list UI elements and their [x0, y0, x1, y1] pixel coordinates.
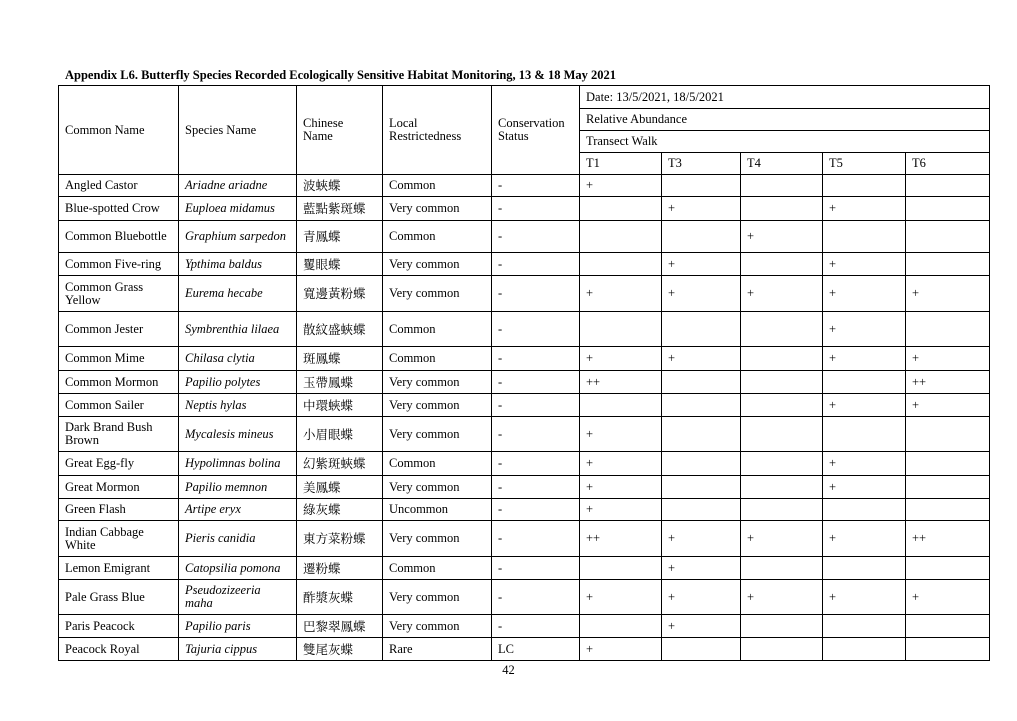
- cell-local-restrictedness: Common: [383, 557, 492, 580]
- cell-conservation-status: -: [492, 557, 580, 580]
- cell-t5: +: [823, 253, 906, 276]
- cell-local-restrictedness: Very common: [383, 476, 492, 499]
- header-transect: T4: [741, 153, 823, 175]
- header-chinese-name: Chinese Name: [297, 86, 383, 175]
- cell-t4: +: [741, 580, 823, 615]
- cell-local-restrictedness: Very common: [383, 276, 492, 312]
- cell-t3: [662, 175, 741, 197]
- header-transect-walk: Transect Walk: [580, 131, 990, 153]
- cell-chinese-name: 東方菜粉蝶: [297, 521, 383, 557]
- table-body: [59, 175, 990, 661]
- cell-t5: [823, 417, 906, 452]
- cell-t3: [662, 499, 741, 521]
- cell-common-name: Common Mime: [59, 347, 179, 371]
- table-row: [59, 175, 990, 197]
- cell-local-restrictedness: Very common: [383, 521, 492, 557]
- cell-species-name: Mycalesis mineus: [179, 417, 297, 452]
- cell-species-name: Papilio memnon: [179, 476, 297, 499]
- cell-chinese-name: 寬邊黃粉蝶: [297, 276, 383, 312]
- cell-conservation-status: -: [492, 394, 580, 417]
- table-row: [59, 312, 990, 347]
- cell-t5: [823, 175, 906, 197]
- cell-local-restrictedness: Very common: [383, 253, 492, 276]
- cell-t6: [906, 557, 990, 580]
- cell-t3: +: [662, 276, 741, 312]
- cell-species-name: Symbrenthia lilaea: [179, 312, 297, 347]
- header-species-name: Species Name: [179, 86, 297, 175]
- table-row: [59, 276, 990, 312]
- cell-t1: +: [580, 276, 662, 312]
- cell-t1: +: [580, 499, 662, 521]
- cell-t3: [662, 638, 741, 661]
- cell-conservation-status: -: [492, 615, 580, 638]
- cell-t5: +: [823, 276, 906, 312]
- butterfly-species-table: [58, 85, 990, 661]
- cell-conservation-status: -: [492, 371, 580, 394]
- table-row: [59, 253, 990, 276]
- cell-chinese-name: 中環蛺蝶: [297, 394, 383, 417]
- header-conservation-status: Conservation Status: [492, 86, 580, 175]
- cell-t3: [662, 476, 741, 499]
- cell-chinese-name: 玉帶鳳蝶: [297, 371, 383, 394]
- cell-t3: +: [662, 580, 741, 615]
- cell-chinese-name: 遷粉蝶: [297, 557, 383, 580]
- cell-common-name: Common Mormon: [59, 371, 179, 394]
- table-row: [59, 221, 990, 253]
- cell-chinese-name: 藍點紫斑蝶: [297, 197, 383, 221]
- cell-species-name: Catopsilia pomona: [179, 557, 297, 580]
- cell-t4: [741, 394, 823, 417]
- header-relative-abundance: Relative Abundance: [580, 109, 990, 131]
- cell-t3: [662, 394, 741, 417]
- cell-t5: +: [823, 394, 906, 417]
- cell-t4: [741, 371, 823, 394]
- cell-t4: [741, 638, 823, 661]
- table-row: [59, 452, 990, 476]
- cell-common-name: Dark Brand Bush Brown: [59, 417, 179, 452]
- cell-t1: +: [580, 580, 662, 615]
- cell-t6: +: [906, 580, 990, 615]
- cell-chinese-name: 小眉眼蝶: [297, 417, 383, 452]
- cell-common-name: Great Egg-fly: [59, 452, 179, 476]
- cell-local-restrictedness: Rare: [383, 638, 492, 661]
- cell-chinese-name: 酢漿灰蝶: [297, 580, 383, 615]
- cell-chinese-name: 幻紫斑蛺蝶: [297, 452, 383, 476]
- cell-local-restrictedness: Very common: [383, 615, 492, 638]
- cell-chinese-name: 巴黎翠鳳蝶: [297, 615, 383, 638]
- cell-t4: [741, 175, 823, 197]
- table-header: [59, 86, 990, 175]
- cell-t5: [823, 499, 906, 521]
- cell-t5: [823, 638, 906, 661]
- cell-t3: [662, 417, 741, 452]
- cell-t3: [662, 452, 741, 476]
- cell-t5: [823, 221, 906, 253]
- cell-common-name: Common Grass Yellow: [59, 276, 179, 312]
- table-row: [59, 371, 990, 394]
- cell-species-name: Neptis hylas: [179, 394, 297, 417]
- cell-t4: [741, 312, 823, 347]
- cell-t3: [662, 221, 741, 253]
- cell-t1: [580, 615, 662, 638]
- cell-common-name: Indian Cabbage White: [59, 521, 179, 557]
- header-transect: T1: [580, 153, 662, 175]
- header-local-restrictedness: Local Restrictedness: [383, 86, 492, 175]
- cell-t3: +: [662, 347, 741, 371]
- header-transect: T5: [823, 153, 906, 175]
- cell-local-restrictedness: Common: [383, 221, 492, 253]
- table-row: [59, 197, 990, 221]
- cell-local-restrictedness: Very common: [383, 417, 492, 452]
- cell-t1: +: [580, 452, 662, 476]
- cell-t6: ++: [906, 521, 990, 557]
- cell-species-name: Pseudozizeeria maha: [179, 580, 297, 615]
- cell-local-restrictedness: Uncommon: [383, 499, 492, 521]
- cell-common-name: Lemon Emigrant: [59, 557, 179, 580]
- cell-local-restrictedness: Common: [383, 347, 492, 371]
- cell-conservation-status: -: [492, 580, 580, 615]
- cell-t4: [741, 347, 823, 371]
- cell-species-name: Tajuria cippus: [179, 638, 297, 661]
- cell-t5: +: [823, 452, 906, 476]
- cell-chinese-name: 青鳳蝶: [297, 221, 383, 253]
- cell-t4: [741, 557, 823, 580]
- cell-t6: [906, 452, 990, 476]
- cell-local-restrictedness: Very common: [383, 197, 492, 221]
- cell-t1: ++: [580, 371, 662, 394]
- cell-t1: [580, 557, 662, 580]
- cell-t4: [741, 197, 823, 221]
- cell-t4: [741, 452, 823, 476]
- cell-t5: [823, 615, 906, 638]
- cell-t3: [662, 312, 741, 347]
- table-row: [59, 394, 990, 417]
- cell-common-name: Common Sailer: [59, 394, 179, 417]
- cell-t4: +: [741, 221, 823, 253]
- cell-t3: +: [662, 197, 741, 221]
- table-row: [59, 347, 990, 371]
- cell-local-restrictedness: Common: [383, 175, 492, 197]
- cell-common-name: Blue-spotted Crow: [59, 197, 179, 221]
- cell-t4: +: [741, 276, 823, 312]
- cell-t1: ++: [580, 521, 662, 557]
- cell-local-restrictedness: Very common: [383, 371, 492, 394]
- cell-conservation-status: -: [492, 476, 580, 499]
- cell-t5: [823, 371, 906, 394]
- cell-t6: [906, 476, 990, 499]
- cell-t4: +: [741, 521, 823, 557]
- cell-t1: +: [580, 347, 662, 371]
- cell-species-name: Ariadne ariadne: [179, 175, 297, 197]
- cell-t1: +: [580, 417, 662, 452]
- header-date: Date: 13/5/2021, 18/5/2021: [580, 86, 990, 109]
- cell-chinese-name: 散紋盛蛺蝶: [297, 312, 383, 347]
- cell-t4: [741, 499, 823, 521]
- cell-conservation-status: -: [492, 253, 580, 276]
- cell-t5: +: [823, 347, 906, 371]
- cell-common-name: Peacock Royal: [59, 638, 179, 661]
- cell-t6: [906, 417, 990, 452]
- cell-t3: +: [662, 557, 741, 580]
- cell-t6: +: [906, 276, 990, 312]
- cell-t4: [741, 476, 823, 499]
- cell-common-name: Common Five-ring: [59, 253, 179, 276]
- cell-t6: [906, 253, 990, 276]
- cell-species-name: Hypolimnas bolina: [179, 452, 297, 476]
- table-row: [59, 521, 990, 557]
- cell-t5: +: [823, 580, 906, 615]
- cell-t6: [906, 638, 990, 661]
- cell-t6: [906, 312, 990, 347]
- cell-t4: [741, 417, 823, 452]
- table-row: [59, 557, 990, 580]
- cell-conservation-status: -: [492, 197, 580, 221]
- cell-conservation-status: -: [492, 312, 580, 347]
- table-row: [59, 476, 990, 499]
- cell-local-restrictedness: Very common: [383, 580, 492, 615]
- cell-conservation-status: -: [492, 221, 580, 253]
- cell-conservation-status: -: [492, 452, 580, 476]
- cell-conservation-status: -: [492, 417, 580, 452]
- cell-t5: +: [823, 197, 906, 221]
- cell-chinese-name: 斑鳳蝶: [297, 347, 383, 371]
- cell-conservation-status: -: [492, 175, 580, 197]
- cell-t1: [580, 221, 662, 253]
- cell-common-name: Pale Grass Blue: [59, 580, 179, 615]
- cell-t6: [906, 175, 990, 197]
- cell-t5: +: [823, 312, 906, 347]
- cell-conservation-status: -: [492, 499, 580, 521]
- table-row: [59, 638, 990, 661]
- cell-t3: +: [662, 521, 741, 557]
- cell-t5: [823, 557, 906, 580]
- header-transect: T3: [662, 153, 741, 175]
- table-row: [59, 417, 990, 452]
- cell-local-restrictedness: Common: [383, 312, 492, 347]
- cell-conservation-status: LC: [492, 638, 580, 661]
- cell-t1: +: [580, 638, 662, 661]
- cell-t1: [580, 197, 662, 221]
- cell-t6: ++: [906, 371, 990, 394]
- cell-t6: +: [906, 347, 990, 371]
- page-number: 42: [502, 663, 515, 677]
- cell-t1: +: [580, 175, 662, 197]
- cell-chinese-name: 矍眼蝶: [297, 253, 383, 276]
- cell-species-name: Ypthima baldus: [179, 253, 297, 276]
- table-row: [59, 615, 990, 638]
- cell-conservation-status: -: [492, 521, 580, 557]
- cell-common-name: Angled Castor: [59, 175, 179, 197]
- cell-chinese-name: 波蛺蝶: [297, 175, 383, 197]
- cell-t1: [580, 394, 662, 417]
- cell-t3: +: [662, 253, 741, 276]
- cell-conservation-status: -: [492, 276, 580, 312]
- cell-t6: [906, 499, 990, 521]
- header-transect: T6: [906, 153, 990, 175]
- cell-chinese-name: 綠灰蝶: [297, 499, 383, 521]
- cell-local-restrictedness: Very common: [383, 394, 492, 417]
- cell-common-name: Green Flash: [59, 499, 179, 521]
- cell-species-name: Papilio paris: [179, 615, 297, 638]
- cell-common-name: Great Mormon: [59, 476, 179, 499]
- cell-species-name: Eurema hecabe: [179, 276, 297, 312]
- cell-t3: +: [662, 615, 741, 638]
- cell-species-name: Chilasa clytia: [179, 347, 297, 371]
- table-row: [59, 499, 990, 521]
- cell-species-name: Papilio polytes: [179, 371, 297, 394]
- cell-t6: [906, 221, 990, 253]
- cell-t3: [662, 371, 741, 394]
- cell-t4: [741, 253, 823, 276]
- cell-species-name: Pieris canidia: [179, 521, 297, 557]
- cell-t1: [580, 253, 662, 276]
- cell-t1: +: [580, 476, 662, 499]
- cell-t5: +: [823, 476, 906, 499]
- cell-species-name: Graphium sarpedon: [179, 221, 297, 253]
- cell-t6: +: [906, 394, 990, 417]
- cell-local-restrictedness: Common: [383, 452, 492, 476]
- cell-t5: +: [823, 521, 906, 557]
- cell-chinese-name: 雙尾灰蝶: [297, 638, 383, 661]
- table-row: [59, 580, 990, 615]
- cell-chinese-name: 美鳳蝶: [297, 476, 383, 499]
- cell-species-name: Artipe eryx: [179, 499, 297, 521]
- cell-species-name: Euploea midamus: [179, 197, 297, 221]
- cell-common-name: Common Jester: [59, 312, 179, 347]
- cell-common-name: Common Bluebottle: [59, 221, 179, 253]
- cell-t4: [741, 615, 823, 638]
- cell-common-name: Paris Peacock: [59, 615, 179, 638]
- header-common-name: Common Name: [59, 86, 179, 175]
- page-title: Appendix L6. Butterfly Species Recorded Ecologically Sensitive Habitat Monitoring, 13 & 18 May 2021: [65, 68, 617, 82]
- cell-conservation-status: -: [492, 347, 580, 371]
- cell-t6: [906, 615, 990, 638]
- cell-t1: [580, 312, 662, 347]
- cell-t6: [906, 197, 990, 221]
